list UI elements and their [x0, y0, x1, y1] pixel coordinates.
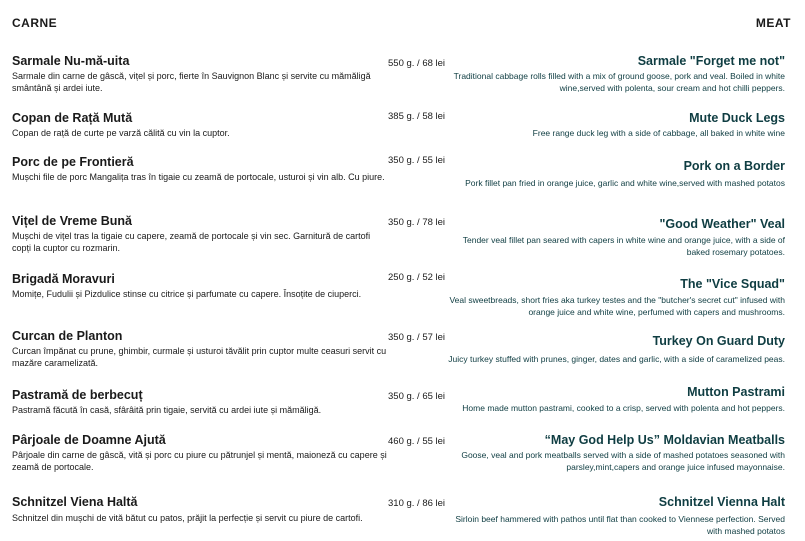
item-description-en: Home made mutton pastrami, cooked to a crisp, served with polenta and hot peppers. — [462, 403, 785, 413]
section-title-meat: MEAT — [755, 16, 791, 30]
item-title-ro: Curcan de Planton — [12, 329, 123, 343]
item-description-ro: Mușchi de vițel tras la tigaie cu capere, zeamă de portocale și vin sec. Garnitură de cartofi copți la cuptor cu rozmarin. — [12, 231, 371, 253]
item-title-en: Schnitzel Vienna Halt — [658, 495, 785, 509]
item-title-ro: Pastramă de berbecuț — [12, 388, 143, 402]
item-description-ro: Momițe, Fudulii și Pizdulice stinse cu citrice și parfumate cu capere. Însoțite de ciuperci. — [12, 289, 362, 299]
item-title-en: The "Vice Squad" — [680, 277, 785, 291]
item-description-ro: Pârjoale din carne de gâscă, vită și porc cu piure cu pătrunjel și mentă, maioneză cu capere și zeamă de portocale. — [12, 450, 387, 472]
item-price: 310 g. / 86 lei — [388, 498, 446, 509]
item-title-ro: Sarmale Nu-mă-uita — [12, 54, 130, 68]
item-price: 460 g. / 55 lei — [388, 436, 446, 447]
item-description-ro: Sarmale din carne de gâscă, vițel și porc, fierte în Sauvignon Blanc și servite cu mămăligă smântână și ardei iute. — [12, 71, 371, 93]
item-price: 350 g. / 57 lei — [388, 332, 446, 343]
item-title-en: Mute Duck Legs — [689, 111, 785, 125]
item-description-en: Free range duck leg with a side of cabbage, all baked in white wine — [532, 128, 785, 138]
item-title-en: "Good Weather" Veal — [659, 217, 785, 231]
item-price: 385 g. / 58 lei — [388, 111, 446, 122]
item-description-en: Sirloin beef hammered with pathos until flat than cooked to Viennese perfection. Served with mashed potatos — [455, 514, 785, 536]
item-title-en: Pork on a Border — [683, 159, 785, 173]
item-title-ro: Porc de pe Frontieră — [12, 155, 134, 169]
item-description-ro: Copan de rață de curte pe varză călită cu vin la cuptor. — [12, 128, 230, 138]
item-price: 350 g. / 55 lei — [388, 155, 446, 166]
item-description-en: Tender veal fillet pan seared with capers in white wine and orange juice, with a side of baked rosemary potatoes. — [462, 235, 785, 257]
item-description-en: Veal sweetbreads, short fries aka turkey testes and the "butcher's secret cut" infused with orange juice and white wine, perfumed with capers and mushrooms. — [449, 295, 785, 317]
item-price: 350 g. / 78 lei — [388, 217, 446, 228]
item-price: 550 g. / 68 lei — [388, 58, 446, 69]
item-description-en: Pork fillet pan fried in orange juice, garlic and white wine,served with mashed potatos — [465, 178, 785, 188]
item-title-ro: Pârjoale de Doamne Ajută — [12, 433, 166, 447]
item-title-en: “May God Help Us” Moldavian Meatballs — [544, 433, 785, 447]
item-description-en: Juicy turkey stuffed with prunes, ginger, dates and garlic, with a side of caramelized peas. — [448, 354, 785, 364]
item-description-ro: Mușchi file de porc Mangalița tras în tigaie cu zeamă de portocale, usturoi și vin alb. Cu piure. — [12, 172, 385, 182]
item-description-ro: Schnitzel din mușchi de vită bătut cu patos, prăjit la perfecție și servit cu piure de cartofi. — [12, 513, 363, 523]
item-price: 350 g. / 65 lei — [388, 391, 446, 402]
item-price: 250 g. / 52 lei — [388, 272, 446, 283]
section-title-carne: CARNE — [12, 16, 58, 30]
item-description-ro: Curcan împănat cu prune, ghimbir, curmale și usturoi tăvălit prin cuptor multe ceasuri servit cu mazăre caramelizată. — [12, 346, 387, 368]
item-title-en: Sarmale "Forget me not" — [637, 54, 785, 68]
item-title-ro: Brigadă Moravuri — [12, 272, 115, 286]
item-title-en: Turkey On Guard Duty — [652, 334, 785, 348]
item-description-ro: Pastramă făcută în casă, sfârâită prin tigaie, servită cu ardei iute și mămăligă. — [12, 405, 322, 415]
item-title-en: Mutton Pastrami — [687, 385, 785, 399]
item-title-ro: Copan de Rață Mută — [12, 111, 133, 125]
item-title-ro: Schnitzel Viena Haltă — [12, 495, 138, 509]
item-description-en: Traditional cabbage rolls filled with a mix of ground goose, pork and veal. Boiled in white wine,served with polenta, sour cream and hot chilli peppers. — [453, 71, 785, 93]
item-title-ro: Vițel de Vreme Bună — [12, 214, 132, 228]
item-description-en: Goose, veal and pork meatballs served with a side of mashed potatoes seasoned with parsley,mint,capers and orange juice infused mayonnaise. — [461, 450, 785, 472]
